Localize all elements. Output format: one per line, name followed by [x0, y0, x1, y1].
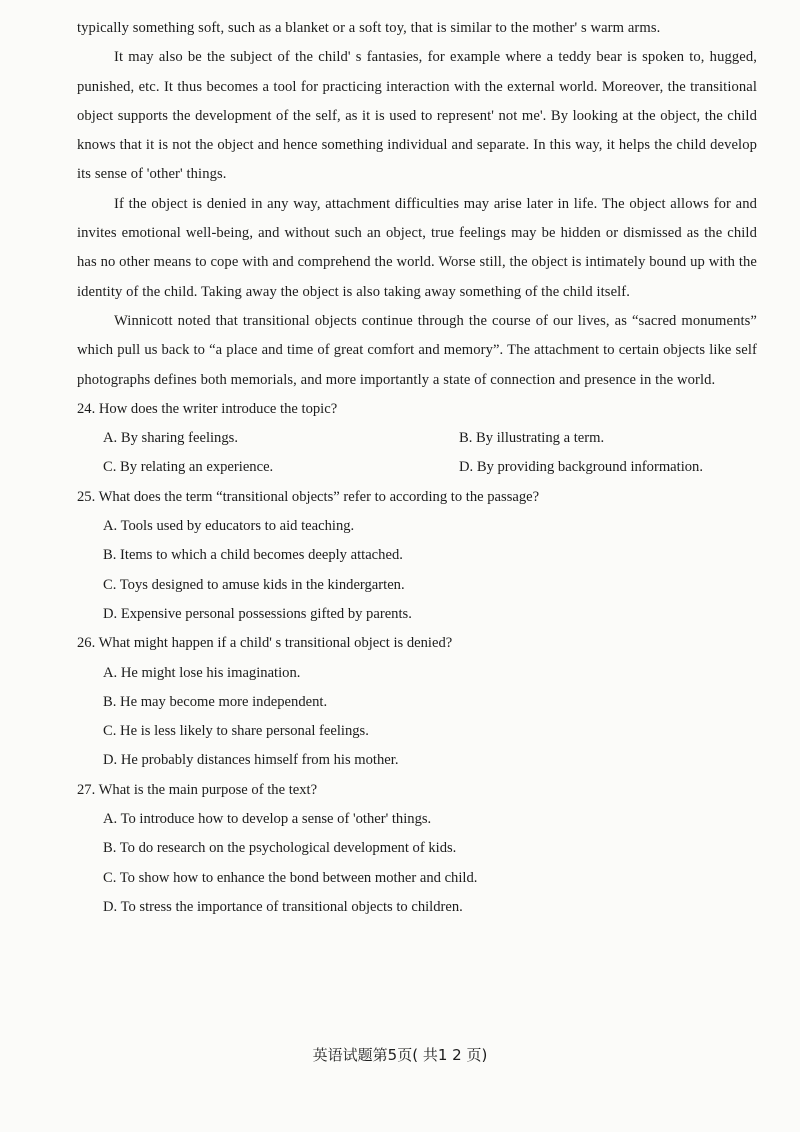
question-27: [77, 776, 757, 922]
reading-passage: [77, 14, 757, 395]
passage-paragraph-4: Winnicott noted that transitional objects continue through the course of our lives, as “sacred monuments” which pull us back to “a place and time of great comfort and memory”. The attachment to certain objects like self photographs defines both memorials, and more importantly a state of connection and presence in the world.: [77, 312, 757, 388]
option-b: B. To do research on the psychological development of kids.: [103, 840, 457, 857]
passage-paragraph-1: typically something soft, such as a blanket or a soft toy, that is similar to the mother' s warm arms.: [77, 20, 661, 36]
question-26: [77, 629, 757, 775]
option-c: C. Toys designed to amuse kids in the kindergarten.: [103, 576, 405, 593]
option-b: B. He may become more independent.: [103, 693, 328, 710]
exam-page: [77, 14, 757, 922]
question-list: [77, 395, 757, 922]
option-d: D. To stress the importance of transitional objects to children.: [103, 898, 463, 915]
option-d: D. Expensive personal possessions gifted by parents.: [103, 605, 412, 622]
option-c: C. By relating an experience.: [103, 459, 274, 476]
question-stem: 25. What does the term “transitional objects” refer to according to the passage?: [77, 488, 540, 505]
option-d: D. By providing background information.: [459, 459, 704, 476]
option-a: A. Tools used by educators to aid teaching.: [103, 518, 355, 535]
passage-paragraph-3: If the object is denied in any way, attachment difficulties may arise later in life. The object allows for and invites emotional well-being, and without such an object, true feelings may be hidden or dismissed as the child has no other means to cope with and comprehend the world. Worse still, the object is intimately bound up with the identity of the child. Taking away the object is also taking away something of the child itself.: [77, 195, 757, 300]
option-a: A. To introduce how to develop a sense of 'other' things.: [103, 811, 432, 828]
question-stem: 27. What is the main purpose of the text?: [77, 781, 318, 798]
option-d: D. He probably distances himself from his mother.: [103, 752, 399, 769]
question-options: [77, 512, 757, 629]
option-a: A. He might lose his imagination.: [103, 664, 301, 681]
option-c: C. He is less likely to share personal feelings.: [103, 723, 369, 740]
passage-paragraph-2: It may also be the subject of the child' s fantasies, for example where a teddy bear is spoken to, hugged, punished, etc. It thus becomes a tool for practicing interaction with the external world. Moreover, the transitional object supports the development of the self, as it is used to represent' not me'. By looking at the object, the child knows that it is not the object and hence something individual and separate. In this way, it helps the child develop its sense of 'other' things.: [77, 49, 757, 183]
page-footer: 英语试题第5页( 共1 2 页): [312, 1046, 488, 1064]
option-b: B. By illustrating a term.: [459, 430, 605, 447]
question-options: [77, 424, 757, 483]
question-24: [77, 395, 757, 483]
option-c: C. To show how to enhance the bond between mother and child.: [103, 869, 478, 886]
question-options: [77, 805, 757, 922]
question-25: [77, 483, 757, 629]
option-b: B. Items to which a child becomes deeply attached.: [103, 547, 403, 564]
question-options: [77, 659, 757, 776]
question-stem: 26. What might happen if a child' s transitional object is denied?: [77, 635, 453, 652]
option-a: A. By sharing feelings.: [103, 430, 238, 447]
question-stem: 24. How does the writer introduce the topic?: [77, 400, 338, 417]
